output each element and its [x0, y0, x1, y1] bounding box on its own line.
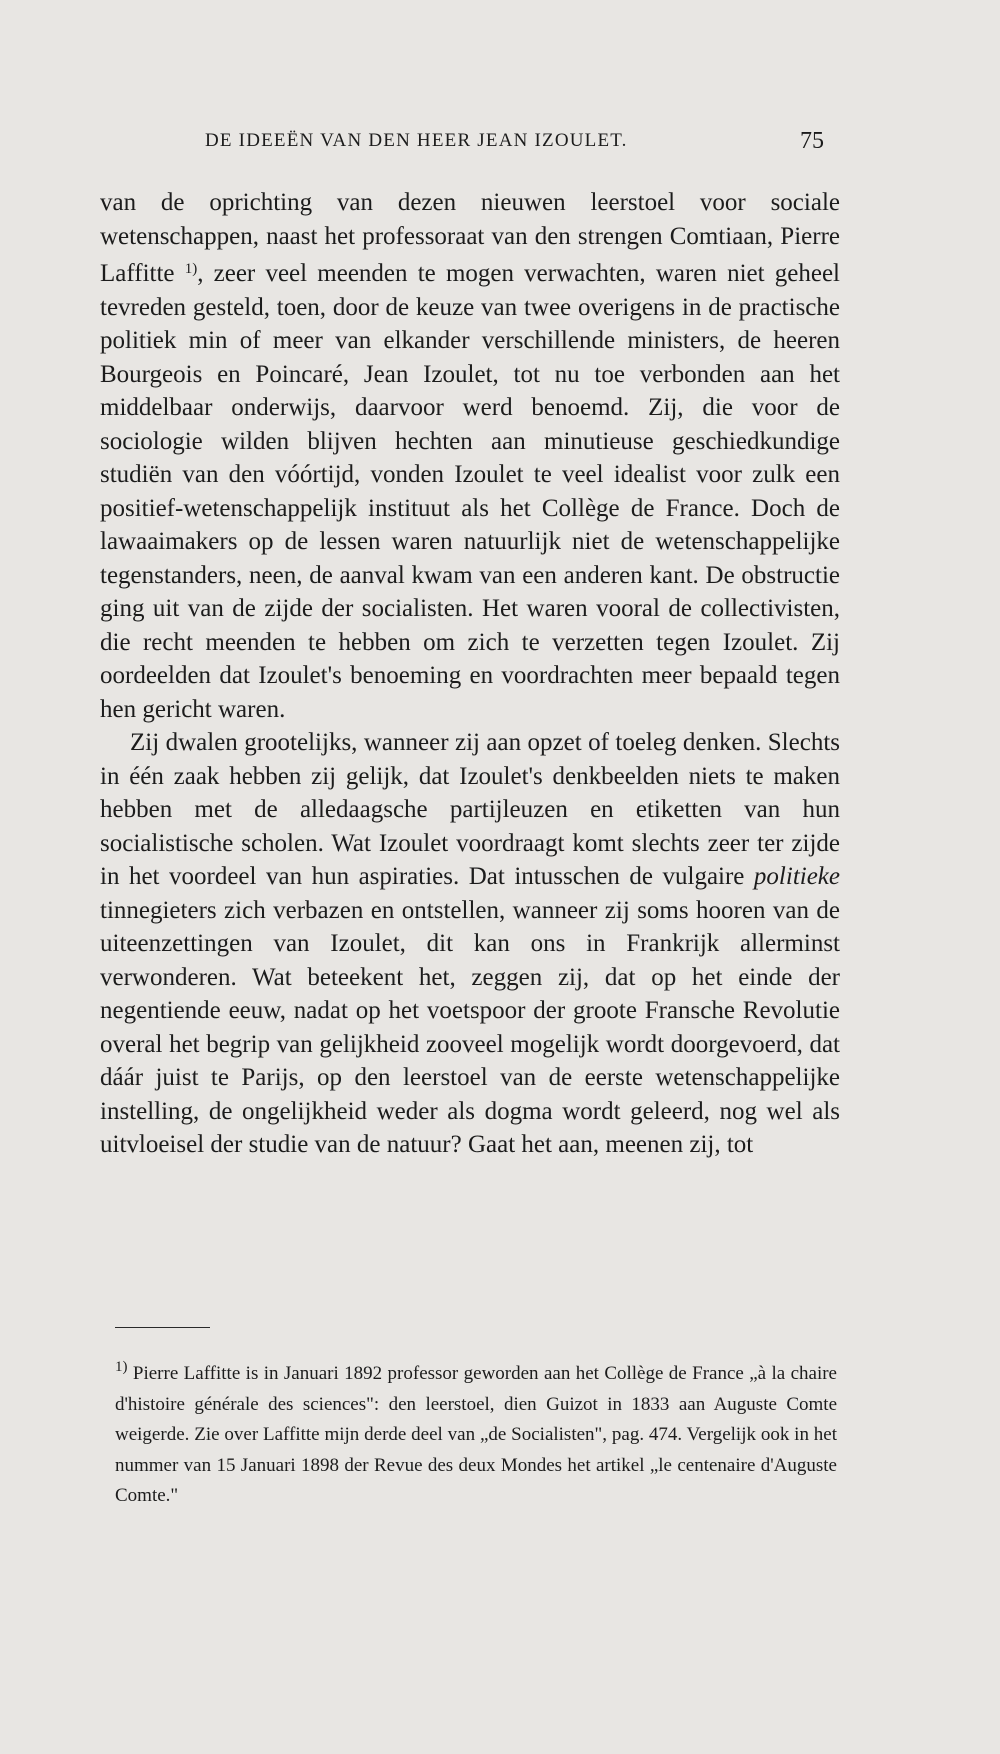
paragraph-1-text-a: van de oprichting van dezen nieuwen leerstoel voor sociale wetenschappen, naast het professoraat van den strengen Comtiaan, Pierre Laffitte: [100, 189, 840, 287]
footnote-reference: 1): [184, 261, 198, 277]
paragraph-2-text-a: Zij dwalen grootelijks, wanneer zij aan opzet of toeleg denken. Slechts in één zaak hebben zij gelijk, dat Izoulet's denkbeelden niets te maken hebben met de alledaagsche partijleuzen en etiketten van hun socialistische scholen. Wat Izoulet voordraagt komt slechts zeer ter zijde in het voordeel van hun aspiraties. Dat intusschen de vulgaire: [100, 729, 840, 890]
paragraph-2: [100, 726, 840, 1162]
footnote-marker: 1): [115, 1359, 128, 1375]
page-number: 75: [800, 128, 824, 154]
italic-word: politieke: [753, 863, 840, 890]
footnote-divider: [115, 1327, 210, 1328]
footnote-text: Pierre Laffitte is in Januari 1892 professor geworden aan het Collège de France „à la chaire d'histoire générale des sciences": den leerstoel, dien Guizot in 1833 aan Auguste Comte weigerde. Zie over Laffitte mijn derde deel van „de Socialisten", pag. 474. Vergelijk ook in het nummer van 15 Januari 1898 der Revue des deux Mondes het artikel „le centenaire d'Auguste Comte.": [115, 1363, 837, 1506]
paragraph-2-text-b: tinnegieters zich verbazen en ontstellen, wanneer zij soms hooren van de uiteenzettingen van Izoulet, dit kan ons in Frankrijk allerminst verwonderen. Wat beteekent het, zeggen zij, dat op het einde der negentiende eeuw, nadat op het voetspoor der groote Fransche Revolutie overal het begrip van gelijkheid zooveel mogelijk wordt doorgevoerd, dat dáár juist te Parijs, op den leerstoel van de eerste wetenschappelijke instelling, de ongelijkheid weder als dogma wordt geleerd, nog wel als uitvloeisel der studie van de natuur? Gaat het aan, meenen zij, tot: [100, 896, 840, 1158]
body-text: [100, 186, 840, 1162]
paragraph-1: [100, 186, 840, 726]
footnotes: [115, 1352, 837, 1512]
running-title: DE IDEEËN VAN DEN HEER JEAN IZOULET.: [205, 130, 628, 151]
footnote-1: [115, 1352, 837, 1512]
paragraph-1-text-b: , zeer veel meenden te mogen verwachten, waren niet geheel tevreden gesteld, toen, door de keuze van twee overigens in de practische politiek min of meer van elkander verschillende ministers, de heeren Bourgeois en Poincaré, Jean Izoulet, tot nu toe verbonden aan het middelbaar onderwijs, daarvoor werd benoemd. Zij, die voor de sociologie wilden blijven hechten aan minutieuse geschiedkundige studiën van den vóórtijd, vonden Izoulet te veel idealist voor zulk een positief-wetenschappelijk instituut als het Collège de France. Doch de lawaaimakers op de lessen waren natuurlijk niet de wetenschappelijke tegenstanders, neen, de aanval kwam van een anderen kant. De obstructie ging uit van de zijde der socialisten. Het waren vooral de collectivisten, die recht meenden te hebben om zich te verzetten tegen Izoulet. Zij oordeelden dat Izoulet's benoeming en voordrachten meer bepaald tegen hen gericht waren.: [100, 260, 841, 723]
